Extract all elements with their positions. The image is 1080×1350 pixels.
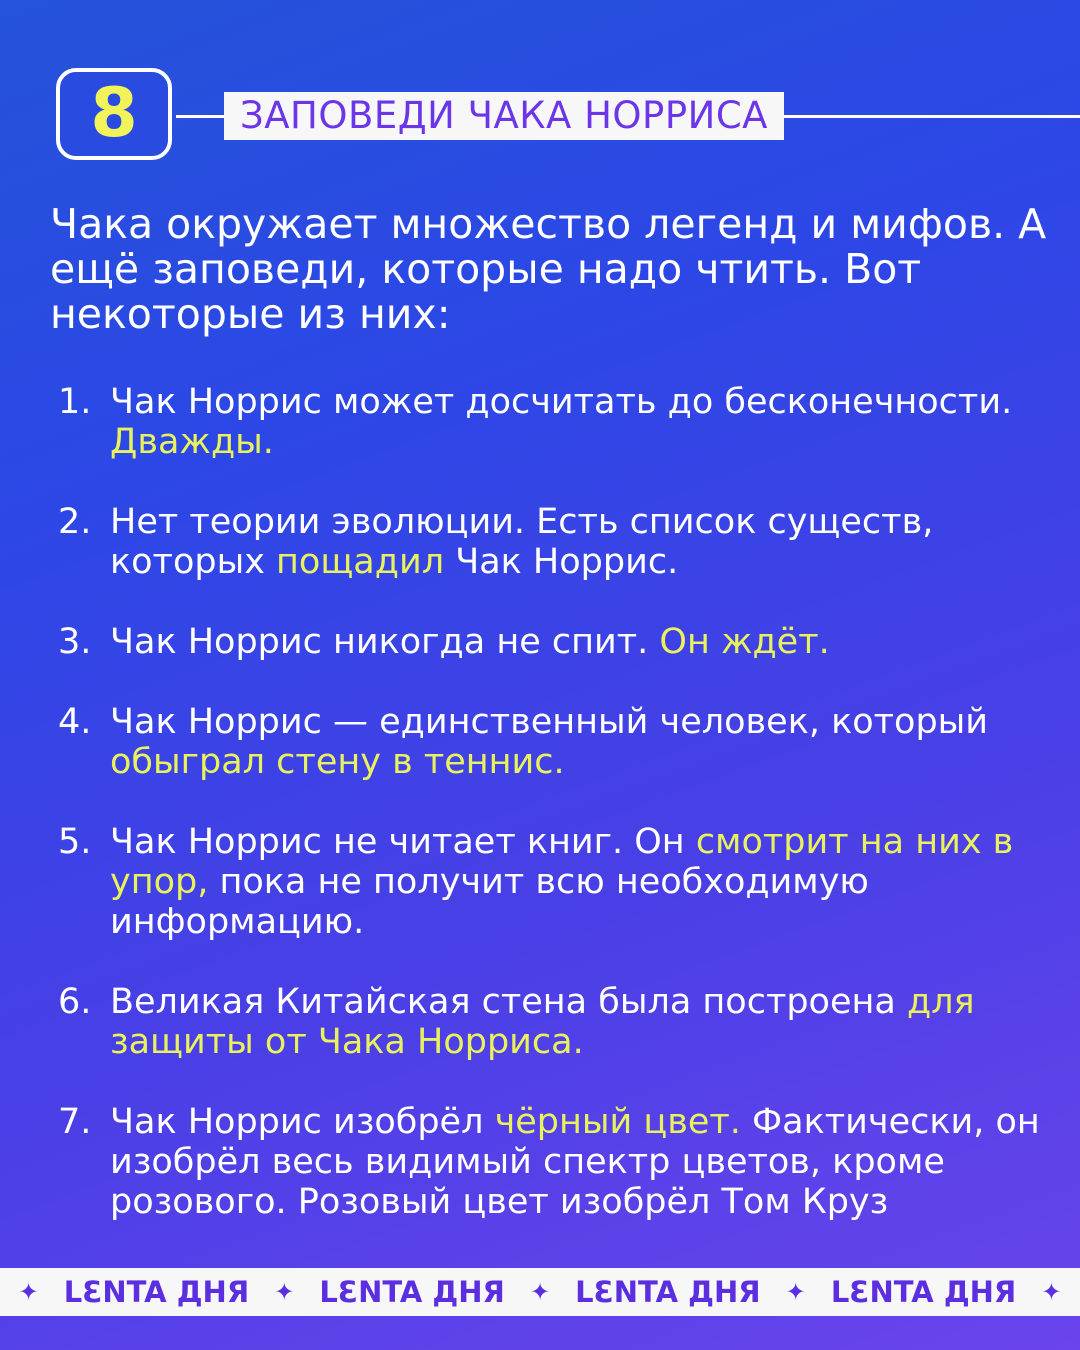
- commandments-list: [58, 382, 1048, 1262]
- list-item-number: 6.: [58, 982, 92, 1022]
- list-item-number: 5.: [58, 822, 92, 862]
- plain-text: Чак Норрис.: [444, 542, 679, 582]
- plain-text: Чак Норрис может досчитать до бесконечности.: [110, 382, 1013, 422]
- star-icon: ✦: [1041, 1278, 1062, 1306]
- number-badge: [56, 68, 172, 160]
- list-item-text: [110, 382, 1048, 462]
- list-item: [58, 502, 1048, 582]
- highlighted-text: для защиты от Чака Норриса.: [110, 982, 975, 1062]
- star-icon: ✦: [18, 1278, 39, 1306]
- plain-text: Чак Норрис никогда не спит.: [110, 622, 660, 662]
- brand-logo-text: LƐNTA ДНЯ: [63, 1275, 250, 1309]
- star-icon: ✦: [785, 1278, 806, 1306]
- plain-text: Фактически, он изобрёл весь видимый спектр цветов, кроме розового. Розовый цвет изобрёл Том Круз: [110, 1102, 1040, 1222]
- highlighted-text: смотрит на них в упор,: [110, 822, 1014, 902]
- list-item-number: 7.: [58, 1102, 92, 1142]
- list-item-text: [110, 502, 1048, 582]
- brand-logo-text: LƐNTA ДНЯ: [575, 1275, 761, 1309]
- plain-text: Чак Норрис — единственный человек, который: [110, 702, 989, 742]
- list-item-text: [110, 982, 1048, 1062]
- list-item-number: 3.: [58, 622, 92, 662]
- plain-text: пока не получит всю необходимую информацию.: [110, 862, 869, 942]
- list-item: [58, 822, 1048, 942]
- list-item-number: 2.: [58, 502, 92, 542]
- highlighted-text: Он ждёт.: [659, 622, 830, 662]
- highlighted-text: Дважды.: [110, 422, 274, 462]
- plain-text: Чак Норрис не читает книг. Он: [110, 822, 696, 862]
- list-item-text: [110, 622, 1048, 662]
- list-item: [58, 702, 1048, 782]
- highlighted-text: чёрный цвет.: [494, 1102, 741, 1142]
- star-icon: ✦: [529, 1278, 551, 1306]
- list-item-number: 4.: [58, 702, 92, 742]
- star-icon: ✦: [274, 1278, 295, 1306]
- highlighted-text: обыграл стену в теннис.: [110, 742, 565, 782]
- intro-paragraph: Чака окружает множество легенд и мифов. А ещё заповеди, которые надо чтить. Вот некоторые из них:: [50, 200, 1047, 338]
- plain-text: Чак Норрис изобрёл: [110, 1102, 495, 1142]
- highlighted-text: пощадил: [276, 542, 445, 582]
- brand-logo-text: LƐNTA ДНЯ: [319, 1275, 505, 1309]
- list-item: [58, 622, 1048, 662]
- list-item: [58, 982, 1048, 1062]
- list-item: [58, 1102, 1048, 1222]
- list-item-text: [110, 702, 1048, 782]
- plain-text: Нет теории эволюции. Есть список существ, которых: [110, 502, 934, 582]
- brand-logo-text: LƐNTA ДНЯ: [830, 1275, 1017, 1309]
- list-item-number: 1.: [58, 382, 92, 422]
- list-item: [58, 382, 1048, 462]
- list-item-text: [110, 1102, 1048, 1222]
- badge-number: 8: [90, 74, 138, 153]
- page-title: ЗАПОВЕДИ ЧАКА НОРРИСА: [224, 92, 784, 140]
- brand-ticker: [0, 1268, 1080, 1316]
- plain-text: Великая Китайская стена была построена: [110, 982, 907, 1022]
- list-item-text: [110, 822, 1048, 942]
